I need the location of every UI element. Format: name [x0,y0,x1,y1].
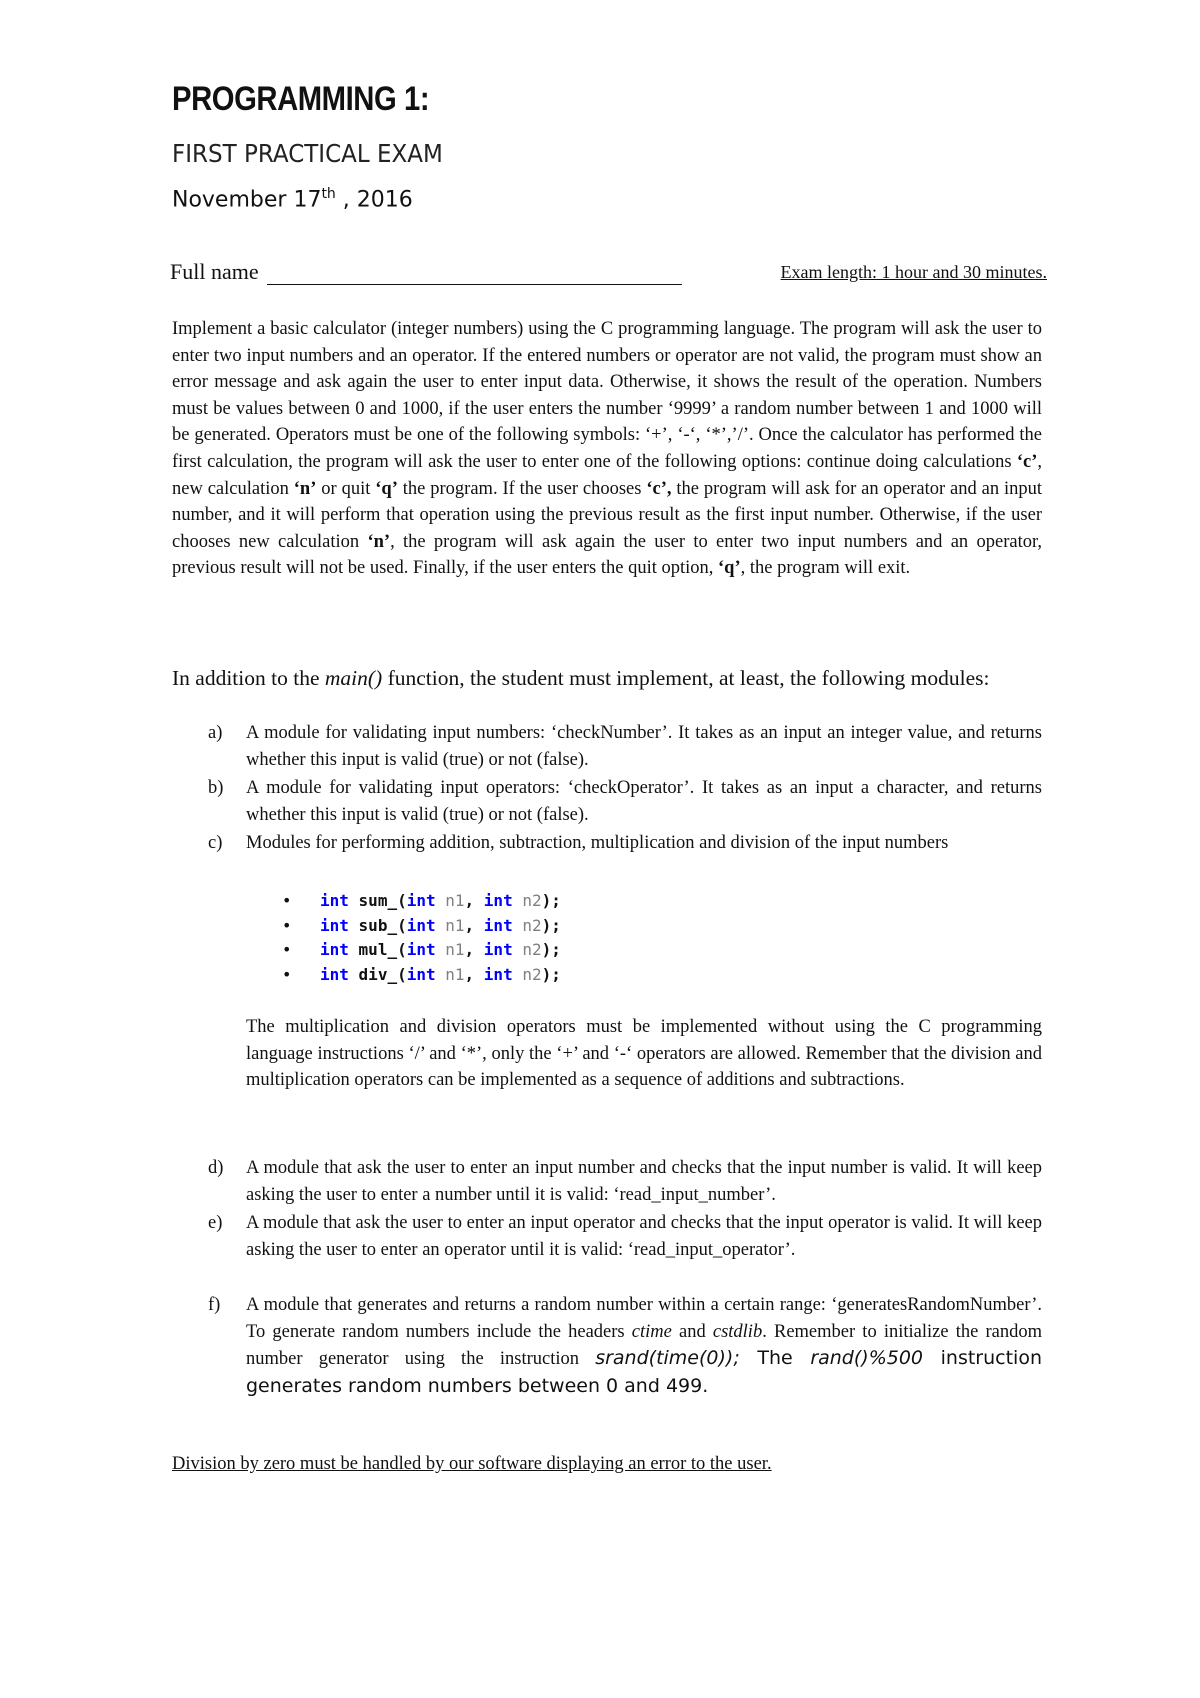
item-text: A module that ask the user to enter an input operator and checks that the input operator is valid. It will keep asking the user to enter an operator until it is valid: ‘read_input_operator’. [246,1213,1042,1260]
list-item [172,720,1042,773]
code-keyword: int [320,915,349,935]
option-q-2: ‘q’ [718,558,741,579]
exam-date-sup: th [321,186,336,202]
item-marker: f) [208,1295,221,1315]
code-function-name: mul_ [358,940,398,959]
intro-text-5: the program will ask for an operator and an input number, and it will perform that operation using the previous result as the first input number. Otherwise, if the user chooses new calculation [172,478,1042,552]
option-n-2: ‘n’ [367,531,391,552]
function-signature-list [282,889,561,987]
item-text: A module that ask the user to enter an input number and checks that the input number is valid. It will keep asking the user to enter a number until it is valid: ‘read_input_number’. [246,1158,1042,1205]
f-text-2: and [671,1321,713,1342]
item-text: Modules for performing addition, subtraction, multiplication and division of the input numbers [246,833,949,853]
code-param: n1 [445,891,465,910]
full-name-label: Full name [170,259,259,284]
code-param: n1 [445,915,465,935]
code-param: n1 [445,964,465,984]
division-by-zero-note: Division by zero must be handled by our software displaying an error to the user. [172,1454,772,1474]
list-item [172,830,1042,857]
code-line: • int div_(int n1, int n2); [282,963,561,988]
bullet-icon: • [282,891,292,910]
code-keyword: int [406,964,436,984]
code-line: • int mul_(int n1, int n2); [282,938,561,963]
f-text-1: A module that generates and returns a random number within a certain range: ‘generatesRandomNumber’. To generate random numbers include the headers [246,1295,1042,1342]
f-text-5: instruction generates random numbers between 0 and 499. [246,1347,1042,1397]
item-marker: b) [208,778,224,798]
code-function-name: sub_ [358,915,398,935]
item-text: A module for validating input numbers: ‘checkNumber’. It takes as an input an integer value, and returns whether this input is valid (true) or not (false). [246,723,1042,770]
modules-intro [172,664,1042,692]
code-line: • int sum_(int n1, int n2); [282,889,561,914]
code-keyword: int [406,915,436,935]
option-c-2: ‘c’, [646,478,672,499]
code-keyword: int [320,891,349,910]
code-param: n2 [522,891,542,910]
option-n: ‘n’ [293,478,317,499]
modules-intro-after: function, the student must implement, at least, the following modules: [382,666,990,690]
intro-paragraph [172,316,1042,582]
code-keyword: int [406,891,436,910]
code-keyword: int [483,940,513,959]
code-keyword: int [320,964,349,984]
option-c: ‘c’ [1016,451,1038,472]
item-marker: c) [208,833,223,853]
code-function-name: div_ [358,964,398,984]
code-param: n2 [522,964,542,984]
f-text-3: . Remember to initialize the random number generator using the instruction [246,1321,1042,1370]
header-ctime: ctime [631,1321,672,1342]
exam-subtitle: FIRST PRACTICAL EXAM [172,139,443,168]
srand-instruction: srand(time(0)); [595,1347,740,1370]
main-function: main() [324,666,383,690]
header-cstdlib: cstdlib [712,1321,763,1342]
code-function-name: sum_ [358,891,398,910]
rand-instruction: rand()%500 [810,1347,924,1370]
code-param: n1 [445,940,465,959]
page-title: PROGRAMMING 1: [172,80,430,118]
option-q: ‘q’ [375,478,398,499]
code-keyword: int [483,891,513,910]
code-keyword: int [406,940,436,959]
item-marker: a) [208,723,223,743]
exam-date-suffix: , 2016 [335,187,413,213]
exam-date [172,186,413,212]
list-item [172,1210,1042,1263]
list-item [172,1155,1042,1208]
bullet-icon: • [282,940,292,959]
bullet-icon: • [282,915,292,935]
intro-text-1: Implement a basic calculator (integer numbers) using the C programming language. The program will ask the user to enter two input numbers and an operator. If the entered numbers or operator are not valid, the program must show an error message and ask again the user to enter input data. Otherwise, it shows the result of the operation. Numbers must be values between 0 and 1000, if the user enters the number ‘9999’ a random number between 1 and 1000 will be generated. Operators must be one of the following symbols: ‘+’, ‘-‘, ‘*’,’/’. Once the calculator has performed the first calculation, the program will ask the user to enter one of the following options: continue doing calculations [172,319,1042,472]
intro-text-3: or quit [316,478,376,499]
list-item [172,1292,1042,1400]
intro-text-6: , the program will ask again the user to enter two input numbers and an operator, previous result will not be used. Finally, if the user enters the quit option, [172,531,1043,579]
full-name-field[interactable] [267,264,682,285]
exam-length: Exam length: 1 hour and 30 minutes. [780,262,1047,282]
item-marker: e) [208,1213,223,1233]
item-marker: d) [208,1158,224,1178]
operator-note: The multiplication and division operators must be implemented without using the C programming language instructions ‘/’ and ‘*’, only the ‘+’ and ‘-‘ operators are allowed. Remember that the division and multiplication operators can be implemented as a sequence of additions and subtractions. [246,1017,1042,1091]
code-keyword: int [483,915,513,935]
item-text [246,1292,1042,1400]
intro-text-2: , new calculation [172,451,1042,499]
code-param: n2 [522,940,542,959]
list-item [172,775,1042,828]
code-param: n2 [522,915,542,935]
item-text: A module for validating input operators: ‘checkOperator’. It takes as an input a character, and returns whether this input is valid (true) or not (false). [246,778,1042,825]
exam-date-prefix: November 17 [172,187,322,213]
intro-text-7: , the program will exit. [740,558,911,579]
full-name-row [170,259,682,285]
code-keyword: int [320,940,349,959]
f-text-4: The [739,1347,811,1370]
bullet-icon: • [282,964,292,984]
intro-text-4: the program. If the user chooses [397,478,647,499]
modules-intro-before: In addition to the [172,666,325,690]
code-keyword: int [483,964,513,984]
code-line: • int sub_(int n1, int n2); [282,914,561,939]
